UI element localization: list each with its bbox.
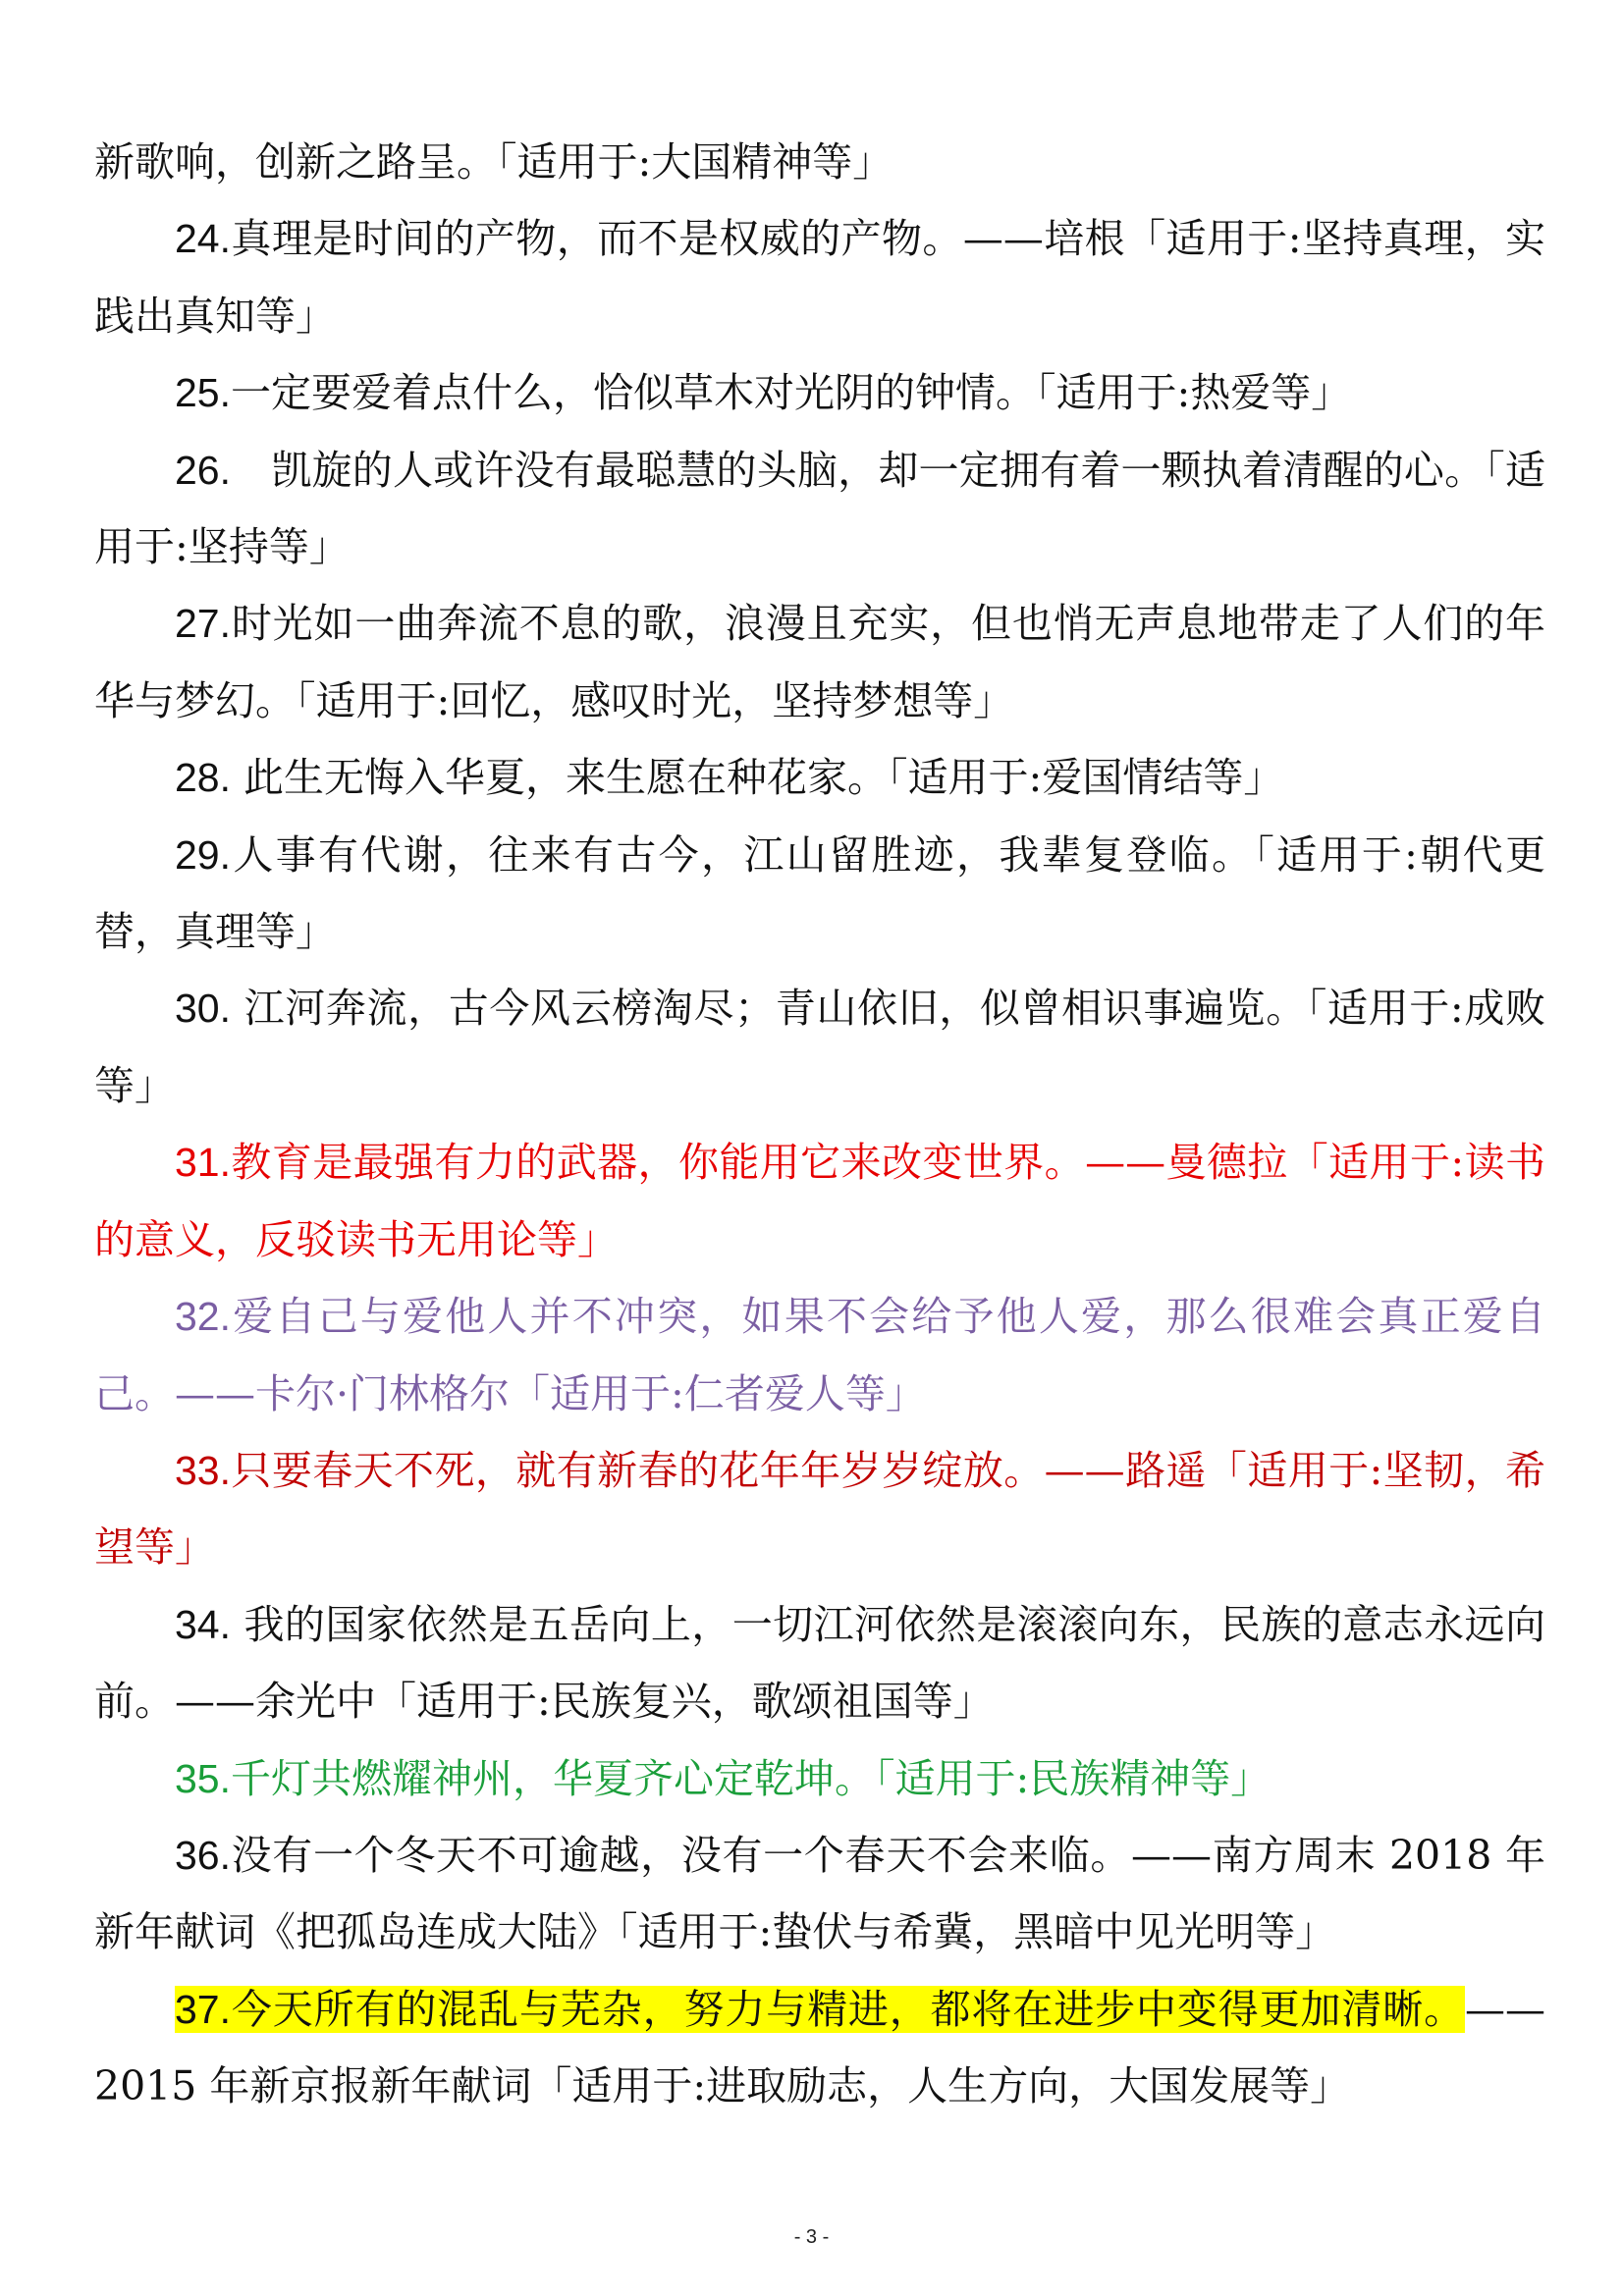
- entry-number: 30.: [175, 986, 231, 1032]
- entry-text: 人事有代谢，往来有古今，江山留胜迹，我辈复登临。「适用于:朝代更替，真理等」: [94, 830, 1545, 956]
- entry-number: 24.: [175, 216, 231, 262]
- entry-text: 新歌响，创新之路呈。「适用于:大国精神等」: [94, 138, 893, 186]
- page-number: - 3 -: [793, 2226, 830, 2248]
- entry-number: 25.: [175, 370, 231, 416]
- entry-text: 时光如一曲奔流不息的歌，浪漫且充实，但也悄无声息地带走了人们的年华与梦幻。「适用于:回忆，感叹时光，坚持梦想等」: [94, 600, 1545, 724]
- entry-text: 真理是时间的产物，而不是权威的产物。——培根「适用于:坚持真理，实践出真知等」: [94, 215, 1545, 340]
- document-body: [94, 124, 1545, 2125]
- entry-text: 千灯共燃耀神州，华夏齐心定乾坤。「适用于:民族精神等」: [231, 1754, 1271, 1802]
- list-item-yellow-highlight: [94, 1971, 1545, 2125]
- entry-number: 35.: [175, 1755, 231, 1801]
- list-item-green: [94, 1740, 1545, 1817]
- list-item: [94, 1586, 1545, 1740]
- entry-text: 江河奔流，古今风云榜淘尽；青山依旧，似曾相识事遍览。「适用于:成败等」: [94, 985, 1545, 1109]
- list-item-highlighted-red: [94, 1124, 1545, 1278]
- entry-number: 26.: [175, 447, 231, 493]
- entry-text: 没有一个冬天不可逾越，没有一个春天不会来临。——南方周末 2018 年新年献词《把孤岛连成大陆》「适用于:蛰伏与希冀，黑暗中见光明等」: [94, 1831, 1545, 1956]
- entry-number: 29.: [175, 831, 231, 878]
- list-item: [94, 354, 1545, 431]
- entry-text: 一定要爱着点什么，恰似草木对光阴的钟情。「适用于:热爱等」: [231, 369, 1352, 417]
- entry-text: 爱自己与爱他人并不冲突，如果不会给予他人爱，那么很难会真正爱自己。——卡尔·门林格尔「适用于:仁者爱人等」: [94, 1293, 1545, 1417]
- list-item: [94, 124, 1545, 200]
- entry-number: 34.: [175, 1601, 231, 1647]
- list-item: [94, 817, 1545, 971]
- entry-text: 我的国家依然是五岳向上，一切江河依然是滚滚向东，民族的意志永远向前。——余光中「适用于:民族复兴，歌颂祖国等」: [94, 1600, 1545, 1726]
- entry-text: 此生无悔入华夏，来生愿在种花家。「适用于:爱国情结等」: [231, 754, 1284, 802]
- list-item: [94, 200, 1545, 354]
- list-item: [94, 970, 1545, 1124]
- entry-number: 33.: [175, 1447, 231, 1493]
- list-item-dark-red: [94, 1432, 1545, 1586]
- entry-text: 今天所有的混乱与芜杂，努力与精进，都将在进步中变得更加清晰。: [231, 1985, 1465, 2033]
- list-item-purple: [94, 1278, 1545, 1432]
- entry-number: 28.: [175, 755, 231, 801]
- entry-text: 教育是最强有力的武器，你能用它来改变世界。——曼德拉「适用于:读书的意义，反驳读书无用论等」: [94, 1139, 1545, 1263]
- entry-number: 32.: [175, 1294, 231, 1340]
- entry-source: ——2015 年新京报新年献词「适用于:进取励志，人生方向，大国发展等」: [94, 1985, 1545, 2110]
- list-item: [94, 432, 1545, 586]
- entry-number: 27.: [175, 601, 231, 647]
- entry-number: 37.: [175, 1986, 231, 2032]
- entry-text: 只要春天不死，就有新春的花年年岁岁绽放。——路遥「适用于:坚韧，希望等」: [94, 1446, 1545, 1572]
- list-item: [94, 1817, 1545, 1971]
- list-item: [94, 585, 1545, 739]
- entry-text: 凯旋的人或许没有最聪慧的头脑，却一定拥有着一颗执着清醒的心。「适用于:坚持等」: [94, 446, 1545, 571]
- highlighted-text: [175, 1986, 1465, 2033]
- entry-number: 31.: [175, 1140, 231, 1186]
- entry-number: 36.: [175, 1832, 231, 1878]
- list-item: [94, 739, 1545, 816]
